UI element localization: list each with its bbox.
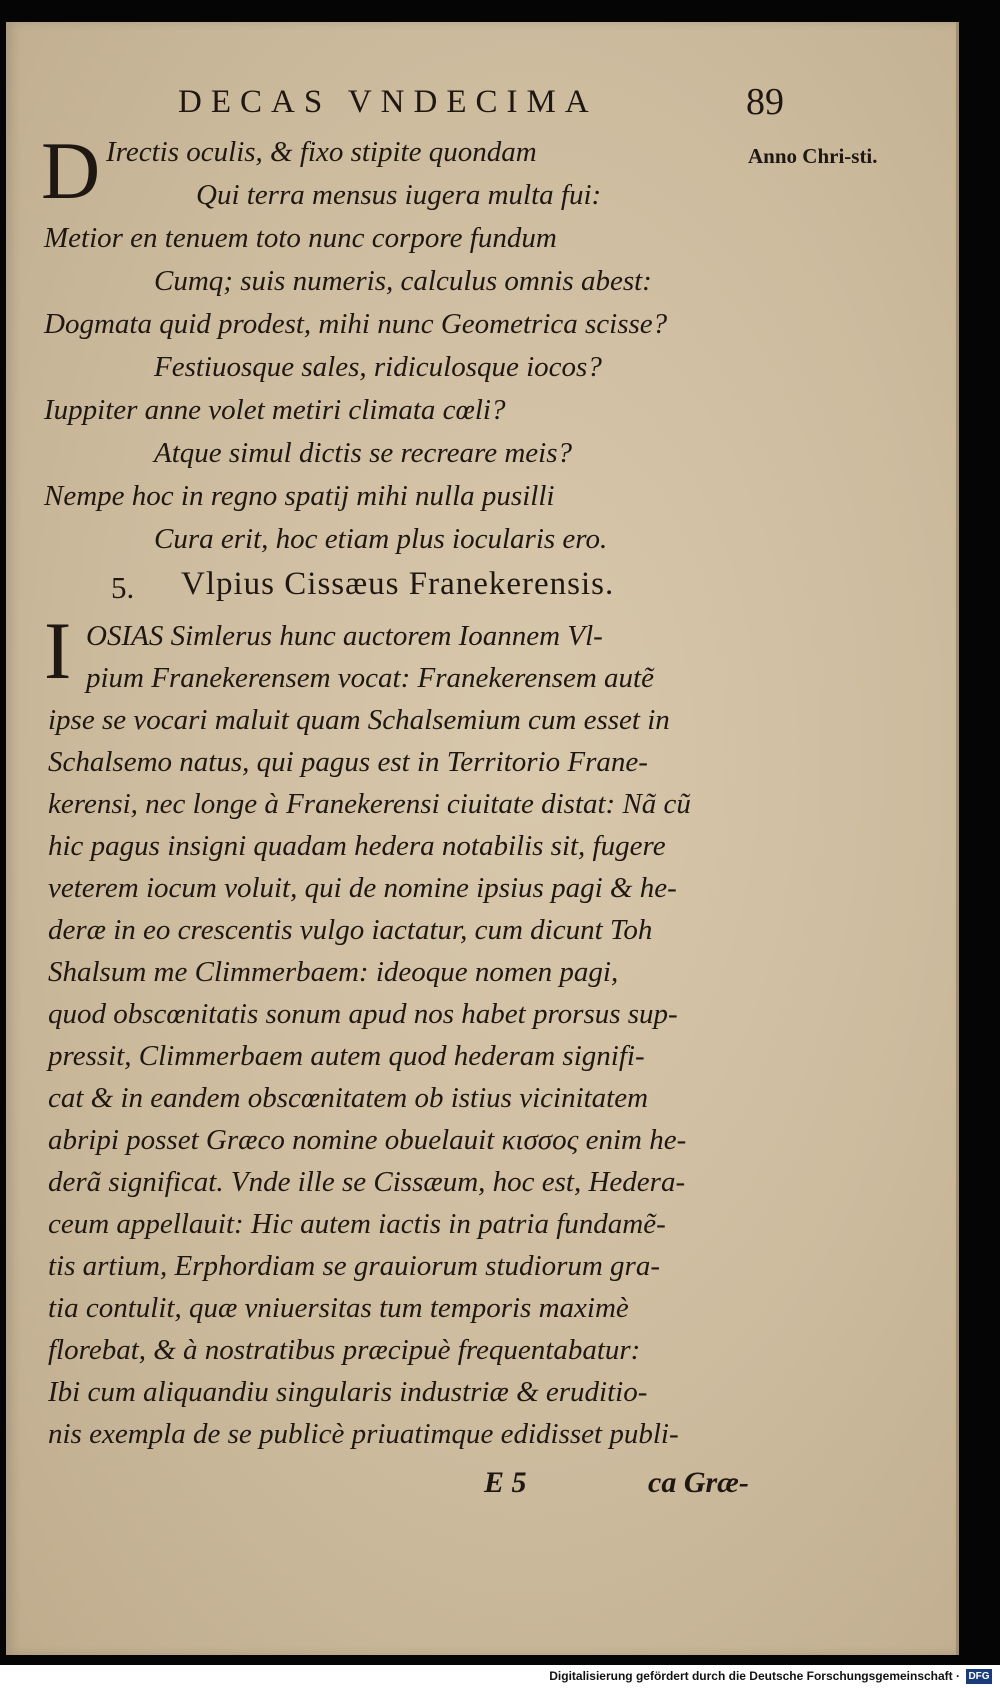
- prose-line: pium Franekerensem vocat: Franekerensem autẽ: [86, 662, 654, 694]
- prose-line: pressit, Climmerbaem autem quod hederam signifi-: [48, 1040, 645, 1072]
- prose-line: kerensi, nec longe à Franekerensi ciuitate distat: Nã cũ: [48, 788, 691, 820]
- prose-line: florebat, & à nostratibus præcipuè frequentabatur:: [48, 1334, 641, 1366]
- prose-line: cat & in eandem obscœnitatem ob istius vicinitatem: [48, 1082, 649, 1114]
- signature-mark: E 5: [484, 1466, 527, 1499]
- prose-line: Schalsemo natus, qui pagus est in Territorio Frane-: [48, 746, 648, 778]
- running-head: DECAS VNDECIMA: [178, 84, 598, 120]
- poem-line: Qui terra mensus iugera multa fui:: [196, 179, 602, 211]
- prose-line: Ibi cum aliquandiu singularis industriæ & eruditio-: [48, 1376, 648, 1408]
- section-heading: Vlpius Cissæus Franekerensis.: [181, 566, 615, 602]
- poem-line: Metior en tenuem toto nunc corpore fundum: [44, 222, 557, 254]
- prose-line: nis exempla de se publicè priuatimque edidisset publi-: [48, 1418, 679, 1450]
- prose-line: OSIAS Simlerus hunc auctorem Ioannem Vl-: [86, 620, 603, 652]
- prose-line: Shalsum me Climmerbaem: ideoque nomen pagi,: [48, 956, 619, 988]
- prose-line: deræ in eo crescentis vulgo iactatur, cum dicunt Toh: [48, 914, 653, 946]
- footer-bar: [0, 1665, 1000, 1688]
- prose-line: ipse se vocari maluit quam Schalsemium cum esset in: [48, 704, 670, 736]
- margin-note: Anno Chri-sti.: [748, 144, 878, 168]
- poem-dropcap: D: [41, 125, 101, 216]
- poem-line: Nempe hoc in regno spatij mihi nulla pusilli: [44, 480, 555, 512]
- prose-line: derã significat. Vnde ille se Cissæum, hoc est, Hedera-: [48, 1166, 686, 1198]
- dfg-logo-icon: DFG: [966, 1669, 992, 1684]
- prose-line: ceum appellauit: Hic autem iactis in patria fundamẽ-: [48, 1208, 666, 1240]
- book-page: [6, 22, 959, 1655]
- prose-line: hic pagus insigni quadam hedera notabilis sit, fugere: [48, 830, 666, 862]
- prose-line: quod obscœnitatis sonum apud nos habet prorsus sup-: [48, 998, 678, 1030]
- prose-line: tis artium, Erphordiam se grauiorum studiorum gra-: [48, 1250, 661, 1282]
- poem-line: Cura erit, hoc etiam plus iocularis ero.: [154, 523, 608, 555]
- footer-credit: Digitalisierung gefördert durch die Deutsche Forschungsgemeinschaft ·: [549, 1669, 960, 1683]
- poem-line: Festiuosque sales, ridiculosque iocos?: [154, 351, 602, 383]
- poem-line: Atque simul dictis se recreare meis?: [154, 437, 572, 469]
- poem-line: Iuppiter anne volet metiri climata cœli?: [44, 394, 506, 426]
- prose-line: veterem iocum voluit, qui de nomine ipsius pagi & he-: [48, 872, 677, 904]
- poem-line: Irectis oculis, & fixo stipite quondam: [106, 136, 537, 168]
- catchword: ca Græ-: [648, 1466, 749, 1499]
- prose-dropcap: I: [44, 605, 72, 696]
- poem-line: Cumq; suis numeris, calculus omnis abest:: [154, 265, 652, 297]
- poem-line: Dogmata quid prodest, mihi nunc Geometrica scisse?: [44, 308, 668, 340]
- prose-line: abripi posset Græco nomine obuelauit κισσος enim he-: [48, 1124, 687, 1156]
- prose-line: tia contulit, quæ vniuersitas tum temporis maximè: [48, 1292, 629, 1324]
- section-number: 5.: [111, 570, 135, 605]
- page-number: 89: [746, 81, 784, 123]
